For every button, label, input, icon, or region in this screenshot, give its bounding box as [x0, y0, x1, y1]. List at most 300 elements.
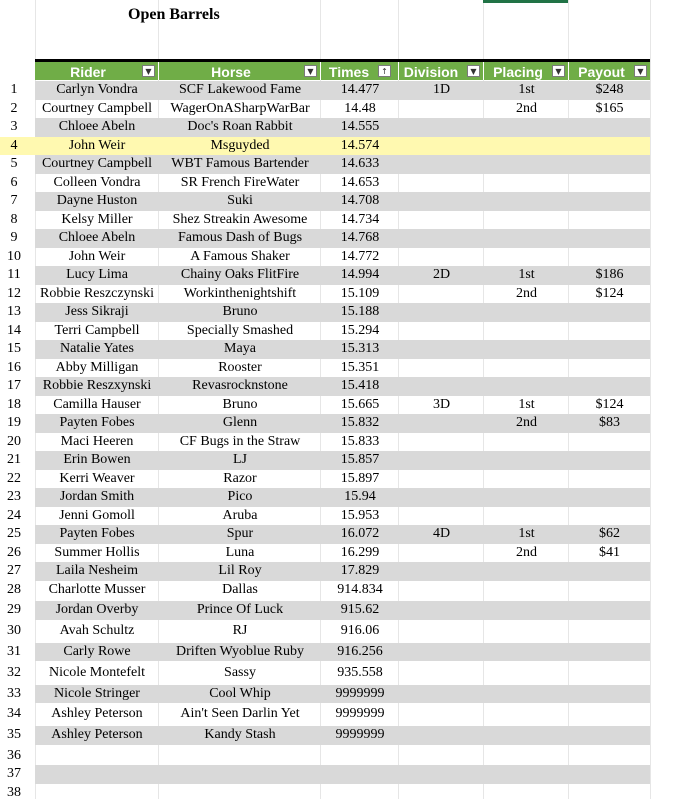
- cell-rider[interactable]: Robbie Reszczynski: [40, 285, 154, 301]
- cell-division[interactable]: [399, 451, 484, 470]
- cell-placing[interactable]: [484, 322, 569, 341]
- cell-division[interactable]: 4D: [432, 526, 451, 541]
- cell-rider[interactable]: Charlotte Musser: [48, 581, 146, 597]
- cell-time[interactable]: 14.994: [340, 267, 380, 282]
- cell-time[interactable]: 15.294: [340, 322, 380, 338]
- cell-rider[interactable]: Courtney Campbell: [41, 100, 153, 116]
- row-number[interactable]: 36: [7, 747, 21, 763]
- cell-placing[interactable]: [484, 726, 569, 745]
- cell-placing[interactable]: [484, 303, 569, 322]
- row-number[interactable]: 2: [10, 100, 18, 116]
- table-row[interactable]: [35, 211, 650, 230]
- cell-rider[interactable]: Erin Bowen: [63, 452, 131, 467]
- cell-rider[interactable]: Summer Hollis: [54, 544, 140, 560]
- cell-placing[interactable]: [484, 747, 569, 766]
- row-number[interactable]: 18: [7, 396, 21, 412]
- cell-division[interactable]: [399, 174, 484, 193]
- row-number[interactable]: 37: [7, 766, 21, 782]
- cell-division[interactable]: [399, 601, 484, 620]
- cell-payout[interactable]: $41: [599, 544, 620, 560]
- cell-payout[interactable]: [569, 643, 650, 662]
- cell-division[interactable]: [399, 685, 484, 704]
- cell-payout[interactable]: [569, 377, 650, 396]
- cell-rider[interactable]: Robbie Reszxynski: [42, 378, 152, 393]
- table-row[interactable]: [35, 765, 650, 784]
- cell-payout[interactable]: [569, 303, 650, 322]
- cell-placing[interactable]: [484, 229, 569, 248]
- row-number[interactable]: 20: [7, 433, 21, 449]
- cell-placing[interactable]: 2nd: [516, 415, 537, 430]
- cell-time[interactable]: 14.555: [340, 119, 380, 134]
- cell-horse[interactable]: [159, 747, 321, 766]
- table-row[interactable]: [35, 433, 650, 452]
- cell-payout[interactable]: [569, 322, 650, 341]
- cell-payout[interactable]: [569, 174, 650, 193]
- cell-time[interactable]: 14.48: [344, 100, 376, 116]
- cell-division[interactable]: [399, 747, 484, 766]
- cell-rider[interactable]: Chloee Abeln: [58, 230, 136, 245]
- cell-rider[interactable]: Jordan Smith: [59, 489, 135, 504]
- cell-division[interactable]: [399, 229, 484, 248]
- cell-rider[interactable]: Ashley Peterson: [51, 706, 143, 722]
- cell-division[interactable]: [399, 664, 484, 683]
- cell-horse[interactable]: Luna: [225, 544, 255, 560]
- cell-payout[interactable]: $248: [595, 82, 624, 97]
- cell-placing[interactable]: 1st: [518, 82, 535, 97]
- cell-time[interactable]: 15.94: [344, 489, 376, 504]
- cell-payout[interactable]: $124: [595, 285, 624, 301]
- filter-horse-button[interactable]: [304, 65, 317, 77]
- cell-payout[interactable]: [569, 470, 650, 489]
- cell-payout[interactable]: [569, 451, 650, 470]
- table-row[interactable]: [35, 784, 650, 802]
- table-row[interactable]: [35, 747, 650, 766]
- cell-division[interactable]: [399, 784, 484, 802]
- row-number[interactable]: 31: [7, 643, 21, 659]
- cell-rider[interactable]: Carlyn Vondra: [56, 82, 138, 97]
- row-number[interactable]: 5: [10, 156, 18, 171]
- cell-rider[interactable]: Terri Campbell: [54, 322, 140, 338]
- cell-time[interactable]: 9999999: [335, 706, 385, 722]
- cell-payout[interactable]: [569, 784, 650, 802]
- cell-rider[interactable]: Camilla Hauser: [53, 396, 141, 412]
- cell-rider[interactable]: Payten Fobes: [59, 526, 135, 541]
- table-row[interactable]: [35, 359, 650, 378]
- table-row[interactable]: [35, 507, 650, 526]
- cell-horse[interactable]: SR French FireWater: [180, 174, 300, 190]
- cell-payout[interactable]: $83: [599, 415, 620, 430]
- cell-horse[interactable]: Maya: [224, 341, 256, 356]
- cell-payout[interactable]: [569, 601, 650, 620]
- table-row[interactable]: [35, 726, 650, 745]
- cell-horse[interactable]: SCF Lakewood Fame: [178, 82, 302, 97]
- cell-time[interactable]: 14.633: [340, 156, 380, 171]
- cell-horse[interactable]: Bruno: [222, 396, 258, 412]
- cell-placing[interactable]: 1st: [518, 526, 535, 541]
- cell-horse[interactable]: Rooster: [218, 359, 262, 375]
- table-row[interactable]: [35, 470, 650, 489]
- cell-time[interactable]: 15.351: [340, 359, 380, 375]
- row-number[interactable]: 21: [7, 452, 21, 467]
- table-row[interactable]: [35, 544, 650, 563]
- cell-horse[interactable]: Chainy Oaks FlitFire: [180, 267, 300, 282]
- table-row[interactable]: [35, 581, 650, 600]
- cell-division[interactable]: [399, 155, 484, 174]
- cell-horse[interactable]: Bruno: [222, 304, 258, 319]
- cell-placing[interactable]: [484, 248, 569, 267]
- cell-division[interactable]: 2D: [432, 267, 451, 282]
- cell-rider[interactable]: Dayne Huston: [56, 193, 138, 208]
- table-row[interactable]: [35, 622, 650, 641]
- cell-horse[interactable]: Dallas: [222, 581, 258, 597]
- cell-payout[interactable]: [569, 155, 650, 174]
- cell-rider[interactable]: Lucy Lima: [66, 267, 128, 282]
- table-row[interactable]: [35, 248, 650, 267]
- cell-rider[interactable]: John Weir: [68, 137, 126, 153]
- cell-division[interactable]: [399, 765, 484, 784]
- cell-horse[interactable]: WagerOnASharpWarBar: [170, 100, 310, 116]
- table-row[interactable]: [35, 488, 650, 507]
- row-number[interactable]: 25: [7, 526, 21, 541]
- cell-placing[interactable]: [484, 192, 569, 211]
- cell-division[interactable]: [399, 488, 484, 507]
- cell-placing[interactable]: [484, 211, 569, 230]
- filter-placing-button[interactable]: [552, 65, 565, 77]
- cell-division[interactable]: [399, 470, 484, 489]
- cell-horse[interactable]: Famous Dash of Bugs: [177, 230, 303, 245]
- cell-division[interactable]: [399, 705, 484, 724]
- cell-rider[interactable]: [35, 784, 159, 802]
- cell-division[interactable]: [399, 507, 484, 526]
- cell-division[interactable]: [399, 285, 484, 304]
- table-row[interactable]: [35, 100, 650, 119]
- cell-placing[interactable]: [484, 664, 569, 683]
- cell-horse[interactable]: Doc's Roan Rabbit: [187, 119, 293, 134]
- table-row[interactable]: [35, 685, 650, 704]
- cell-placing[interactable]: [484, 118, 569, 137]
- cell-placing[interactable]: 1st: [518, 267, 535, 282]
- cell-rider[interactable]: Chloee Abeln: [58, 119, 136, 134]
- cell-placing[interactable]: [484, 622, 569, 641]
- cell-payout[interactable]: [569, 192, 650, 211]
- table-row[interactable]: [35, 377, 650, 396]
- cell-division[interactable]: [399, 359, 484, 378]
- row-number[interactable]: 19: [7, 415, 21, 430]
- cell-horse[interactable]: A Famous Shaker: [190, 248, 290, 264]
- cell-time[interactable]: [321, 784, 399, 802]
- cell-division[interactable]: [399, 137, 484, 156]
- cell-payout[interactable]: $165: [595, 100, 624, 116]
- cell-rider[interactable]: Ashley Peterson: [51, 727, 143, 743]
- row-number[interactable]: 22: [7, 470, 21, 486]
- cell-rider[interactable]: Kelsy Miller: [61, 211, 133, 227]
- table-row[interactable]: [35, 525, 650, 544]
- table-row[interactable]: [35, 340, 650, 359]
- cell-time[interactable]: 9999999: [335, 685, 385, 701]
- row-number[interactable]: 33: [7, 685, 21, 701]
- cell-payout[interactable]: [569, 507, 650, 526]
- cell-horse[interactable]: Msguyded: [210, 137, 270, 153]
- cell-rider[interactable]: Avah Schultz: [59, 623, 135, 639]
- cell-time[interactable]: [321, 747, 399, 766]
- cell-payout[interactable]: [569, 747, 650, 766]
- cell-division[interactable]: [399, 414, 484, 433]
- cell-horse[interactable]: WBT Famous Bartender: [171, 156, 309, 171]
- row-number[interactable]: 38: [7, 784, 21, 800]
- table-row[interactable]: [35, 174, 650, 193]
- cell-payout[interactable]: [569, 705, 650, 724]
- row-number[interactable]: 10: [7, 248, 21, 264]
- row-number[interactable]: 15: [7, 341, 21, 356]
- table-row[interactable]: [35, 137, 650, 156]
- row-number[interactable]: 9: [10, 230, 18, 245]
- cell-time[interactable]: 14.574: [340, 137, 380, 153]
- cell-payout[interactable]: [569, 622, 650, 641]
- cell-rider[interactable]: Jordan Overby: [55, 602, 139, 618]
- table-row[interactable]: [35, 562, 650, 581]
- row-number[interactable]: 28: [7, 581, 21, 597]
- cell-placing[interactable]: [484, 137, 569, 156]
- cell-division[interactable]: [399, 118, 484, 137]
- cell-horse[interactable]: Driften Wyoblue Ruby: [176, 643, 304, 659]
- cell-division[interactable]: [399, 248, 484, 267]
- cell-division[interactable]: [399, 433, 484, 452]
- table-row[interactable]: [35, 266, 650, 285]
- cell-horse[interactable]: [159, 765, 321, 784]
- cell-payout[interactable]: [569, 340, 650, 359]
- cell-payout[interactable]: [569, 433, 650, 452]
- cell-rider[interactable]: Jenni Gomoll: [59, 507, 135, 523]
- cell-payout[interactable]: $124: [595, 396, 624, 412]
- cell-placing[interactable]: [484, 340, 569, 359]
- cell-division[interactable]: [399, 581, 484, 600]
- table-row[interactable]: [35, 414, 650, 433]
- cell-payout[interactable]: [569, 562, 650, 581]
- cell-placing[interactable]: [484, 765, 569, 784]
- cell-division[interactable]: [399, 192, 484, 211]
- cell-rider[interactable]: Payten Fobes: [59, 415, 135, 430]
- row-number[interactable]: 26: [7, 544, 21, 560]
- table-row[interactable]: [35, 322, 650, 341]
- row-number[interactable]: 27: [7, 563, 21, 578]
- row-number[interactable]: 32: [7, 664, 21, 680]
- cell-time[interactable]: 15.857: [340, 452, 380, 467]
- cell-division[interactable]: [399, 100, 484, 119]
- row-number[interactable]: 34: [7, 706, 21, 722]
- row-number[interactable]: 4: [10, 137, 18, 153]
- cell-time[interactable]: 9999999: [335, 727, 385, 743]
- cell-placing[interactable]: [484, 174, 569, 193]
- cell-payout[interactable]: [569, 229, 650, 248]
- cell-placing[interactable]: [484, 359, 569, 378]
- cell-placing[interactable]: [484, 507, 569, 526]
- filter-rider-button[interactable]: [142, 65, 155, 77]
- cell-time[interactable]: 17.829: [340, 563, 380, 578]
- cell-horse[interactable]: RJ: [232, 623, 248, 639]
- filter-payout-button[interactable]: [634, 65, 647, 77]
- cell-horse[interactable]: Cool Whip: [209, 685, 271, 701]
- cell-time[interactable]: 916.06: [340, 623, 380, 639]
- cell-placing[interactable]: 1st: [518, 396, 535, 412]
- cell-time[interactable]: 14.734: [340, 211, 380, 227]
- cell-time[interactable]: 916.256: [337, 643, 383, 659]
- cell-time[interactable]: 15.188: [340, 304, 380, 319]
- cell-payout[interactable]: [569, 248, 650, 267]
- cell-horse[interactable]: Glenn: [222, 415, 258, 430]
- cell-placing[interactable]: [484, 643, 569, 662]
- cell-placing[interactable]: [484, 451, 569, 470]
- cell-division[interactable]: [399, 622, 484, 641]
- cell-division[interactable]: 3D: [432, 396, 451, 412]
- cell-placing[interactable]: [484, 685, 569, 704]
- table-row[interactable]: [35, 396, 650, 415]
- cell-division[interactable]: [399, 340, 484, 359]
- cell-rider[interactable]: [35, 747, 159, 766]
- cell-placing[interactable]: [484, 562, 569, 581]
- cell-placing[interactable]: 2nd: [516, 100, 537, 116]
- cell-rider[interactable]: Jess Sikraji: [65, 304, 129, 319]
- cell-placing[interactable]: [484, 155, 569, 174]
- cell-placing[interactable]: 2nd: [516, 285, 537, 301]
- cell-time[interactable]: 15.665: [340, 396, 380, 412]
- cell-horse[interactable]: Pico: [227, 489, 253, 504]
- cell-placing[interactable]: [484, 377, 569, 396]
- row-number[interactable]: 23: [7, 489, 21, 504]
- row-number[interactable]: 13: [7, 304, 21, 319]
- cell-time[interactable]: 915.62: [340, 602, 380, 618]
- cell-placing[interactable]: [484, 601, 569, 620]
- cell-time[interactable]: 14.653: [340, 174, 380, 190]
- cell-horse[interactable]: Shez Streakin Awesome: [172, 211, 308, 227]
- cell-horse[interactable]: Prince Of Luck: [196, 602, 284, 618]
- cell-time[interactable]: 15.109: [340, 285, 380, 301]
- cell-division[interactable]: [399, 303, 484, 322]
- cell-rider[interactable]: Natalie Yates: [60, 341, 134, 356]
- table-row[interactable]: [35, 303, 650, 322]
- row-number[interactable]: 29: [7, 602, 21, 618]
- cell-division[interactable]: [399, 211, 484, 230]
- cell-payout[interactable]: $62: [599, 526, 620, 541]
- cell-time[interactable]: 935.558: [337, 664, 383, 680]
- row-number[interactable]: 6: [10, 174, 18, 190]
- cell-rider[interactable]: Abby Milligan: [55, 359, 139, 375]
- cell-horse[interactable]: Razor: [223, 470, 257, 486]
- cell-horse[interactable]: LJ: [233, 452, 247, 467]
- cell-placing[interactable]: 2nd: [516, 544, 537, 560]
- cell-rider[interactable]: Kerri Weaver: [59, 470, 135, 486]
- cell-rider[interactable]: Nicole Stringer: [54, 685, 140, 701]
- row-number[interactable]: 30: [7, 623, 21, 639]
- cell-time[interactable]: 14.708: [340, 193, 380, 208]
- cell-placing[interactable]: [484, 470, 569, 489]
- cell-rider[interactable]: Colleen Vondra: [53, 174, 141, 190]
- cell-placing[interactable]: [484, 705, 569, 724]
- cell-horse[interactable]: Specially Smashed: [186, 322, 294, 338]
- cell-payout[interactable]: [569, 581, 650, 600]
- cell-rider[interactable]: Nicole Montefelt: [48, 664, 146, 680]
- cell-division[interactable]: [399, 377, 484, 396]
- cell-division[interactable]: [399, 643, 484, 662]
- table-row[interactable]: [35, 285, 650, 304]
- cell-placing[interactable]: [484, 581, 569, 600]
- cell-placing[interactable]: [484, 488, 569, 507]
- cell-rider[interactable]: Carly Rowe: [63, 643, 131, 659]
- row-number[interactable]: 3: [10, 119, 18, 134]
- row-number[interactable]: 17: [7, 378, 21, 393]
- cell-time[interactable]: 14.768: [340, 230, 380, 245]
- cell-payout[interactable]: [569, 359, 650, 378]
- cell-horse[interactable]: Ain't Seen Darlin Yet: [180, 706, 300, 722]
- cell-horse[interactable]: Aruba: [222, 507, 258, 523]
- table-row[interactable]: [35, 601, 650, 620]
- cell-time[interactable]: 15.897: [340, 470, 380, 486]
- table-row[interactable]: [35, 192, 650, 211]
- row-number[interactable]: 12: [7, 285, 21, 301]
- cell-payout[interactable]: [569, 488, 650, 507]
- cell-time[interactable]: 15.953: [340, 507, 380, 523]
- cell-division[interactable]: [399, 562, 484, 581]
- cell-horse[interactable]: Spur: [226, 526, 254, 541]
- cell-placing[interactable]: [484, 433, 569, 452]
- cell-rider[interactable]: Maci Heeren: [60, 433, 134, 449]
- row-number[interactable]: 1: [10, 82, 18, 97]
- table-row[interactable]: [35, 118, 650, 137]
- table-row[interactable]: [35, 229, 650, 248]
- cell-horse[interactable]: Sassy: [224, 664, 256, 680]
- cell-horse[interactable]: Lil Roy: [218, 563, 262, 578]
- table-row[interactable]: [35, 155, 650, 174]
- sort-times-button[interactable]: [378, 65, 391, 77]
- cell-payout[interactable]: $186: [595, 267, 624, 282]
- cell-payout[interactable]: [569, 685, 650, 704]
- cell-division[interactable]: [399, 322, 484, 341]
- row-number[interactable]: 24: [7, 507, 21, 523]
- cell-payout[interactable]: [569, 137, 650, 156]
- cell-payout[interactable]: [569, 726, 650, 745]
- cell-time[interactable]: 14.772: [340, 248, 380, 264]
- cell-rider[interactable]: Courtney Campbell: [41, 156, 153, 171]
- cell-time[interactable]: 14.477: [340, 82, 380, 97]
- row-number[interactable]: 14: [7, 322, 21, 338]
- cell-horse[interactable]: Workinthenightshift: [183, 285, 297, 301]
- cell-time[interactable]: 16.072: [340, 526, 380, 541]
- cell-time[interactable]: 16.299: [340, 544, 380, 560]
- cell-horse[interactable]: [159, 784, 321, 802]
- cell-payout[interactable]: [569, 664, 650, 683]
- cell-rider[interactable]: Laila Nesheim: [55, 563, 139, 578]
- cell-division[interactable]: [399, 726, 484, 745]
- cell-time[interactable]: 15.418: [340, 378, 380, 393]
- cell-payout[interactable]: [569, 118, 650, 137]
- cell-rider[interactable]: John Weir: [68, 248, 126, 264]
- cell-horse[interactable]: Suki: [227, 193, 253, 208]
- cell-rider[interactable]: [35, 765, 159, 784]
- row-number[interactable]: 16: [7, 359, 21, 375]
- cell-division[interactable]: 1D: [432, 82, 451, 97]
- cell-horse[interactable]: Kandy Stash: [204, 727, 276, 743]
- row-number[interactable]: 8: [10, 211, 18, 227]
- row-number[interactable]: 35: [7, 727, 21, 743]
- cell-placing[interactable]: [484, 784, 569, 802]
- cell-division[interactable]: [399, 544, 484, 563]
- cell-time[interactable]: [321, 765, 399, 784]
- cell-horse[interactable]: CF Bugs in the Straw: [179, 433, 301, 449]
- cell-payout[interactable]: [569, 765, 650, 784]
- cell-time[interactable]: 914.834: [337, 581, 383, 597]
- table-row[interactable]: [35, 705, 650, 724]
- table-row[interactable]: [35, 451, 650, 470]
- cell-time[interactable]: 15.313: [340, 341, 380, 356]
